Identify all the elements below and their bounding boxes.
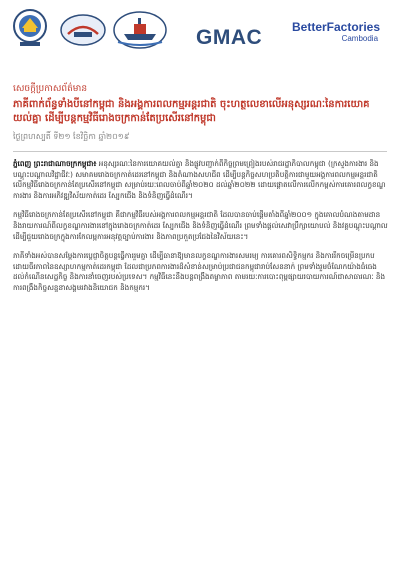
dateline: ភ្នំពេញ ព្រះរាជាណាចក្រកម្ពុជា៖ [13, 159, 97, 168]
bfc-country: Cambodia [341, 34, 379, 43]
ship-logo-icon [112, 10, 168, 50]
paragraph-1-text: អនុស្សរណៈនៃការយោគយល់គ្នា និងផ្លូវបញ្ជាក់ពីកិច្ចព្រមព្រៀងរបស់រាជរដ្ឋាភិបាលកម្ពុជា (ក្រសួងការងារ និងបណ្តុះបណ្តាលវិជ្ជាជីវៈ) សមាគមរោងចក្រកាត់ដេរនៅកម្ពុជា និងតំណាងសហជីព ដើម្បីបន្តកិច្ចសហប្រតិបត្តិការជាមួយអង្គការពលកម្មអន្តរជាតិ លើកម្មវិធីរោងចក្រកាន់តែប្រសើរនៅកម្ពុជា សម្រាប់រយៈពេលចាប់ពីឆ្នាំ២០២០ ដល់ឆ្នាំ២០២២ ដោយផ្តោតលើការលើកកម្ពស់ការគោរពលក្ខខណ្ឌការងារ និងការអភិវឌ្ឍវិស័យកាត់ដេរ ស្បែកជើង និងទំនិញធ្វើដំណើរ។ [13, 159, 386, 200]
divider [13, 151, 387, 152]
press-title: ភាគីពាក់ព័ន្ធទាំងបីនៅកម្ពុជា និងអង្គការពលកម្មអន្តរជាតិ ចុះហត្ថលេខាលើអនុស្សរណៈនៃការយោគយល់គ្នា ដើម្បីបន្តកម្មវិធីរោងចក្រកាន់តែប្រសើរនៅកម្ពុជា [13, 99, 370, 124]
paragraph-1 [13, 159, 388, 201]
gmac-logo: GMAC [196, 26, 263, 49]
paragraph-3: ភាគីទាំងអស់បានសម្តែងការប្តេជ្ញាចិត្តបន្តធ្វើការរួមគ្នា ដើម្បីធានាឱ្យមានលក្ខខណ្ឌការងារសមរម្យ ការគោរពសិទ្ធិកម្មករ និងការរីកចម្រើនប្រកបដោយចីរភាពនៃឧស្សាហកម្មកាត់ដេរកម្ពុជា ដែលជាប្រភពការងារដ៏សំខាន់សម្រាប់ប្រជាជនកម្ពុជារាប់សែននាក់ ព្រមទាំងរួមចំណែកយ៉ាងធំធេងដល់កំណើនសេដ្ឋកិច្ច និងការនាំចេញរបស់ប្រទេស។ កម្មវិធីនេះនឹងបន្តពង្រឹងតម្លាភាព តាមរយៈការបោះពុម្ពផ្សាយរបាយការណ៍ជាសាធារណៈ និងការពង្រឹងកិច្ចសន្ទនាសង្គមរវាងនិយោជក និងកម្មករ។ [13, 251, 386, 292]
bfc-name: BetterFactories [292, 20, 381, 34]
paragraph-2: កម្មវិធីរោងចក្រកាន់តែប្រសើរនៅកម្ពុជា គឺជាកម្មវិធីរបស់អង្គការពលកម្មអន្តរជាតិ ដែលបានចាប់ផ្តើមតាំងពីឆ្នាំ២០០១ ក្នុងគោលបំណងតាមដាន និងរាយការណ៍ពីលក្ខខណ្ឌការងារនៅក្នុងរោងចក្រកាត់ដេរ ស្បែកជើង និងទំនិញធ្វើដំណើរ ព្រមទាំងផ្តល់សេវាប្រឹក្សាយោបល់ និងវគ្គបណ្តុះបណ្តាល ដើម្បីជួយរោងចក្រក្នុងការកែលម្អការអនុវត្តច្បាប់ការងារ និងភាពប្រកួតប្រជែងនៃវិស័យនេះ។ [13, 210, 388, 241]
press-release-label: សេចក្តីប្រកាសព័ត៌មាន [13, 84, 88, 94]
better-factories-logo [292, 20, 380, 43]
federation-logo-icon [58, 12, 108, 48]
article-body [13, 159, 388, 303]
ministry-seal-icon [12, 8, 48, 48]
press-date: ថ្ងៃព្រហស្បតិ៍ ទី២១ ខែវិច្ឆិកា ឆ្នាំ២០១៩ [13, 132, 130, 141]
header-logos [0, 0, 400, 80]
